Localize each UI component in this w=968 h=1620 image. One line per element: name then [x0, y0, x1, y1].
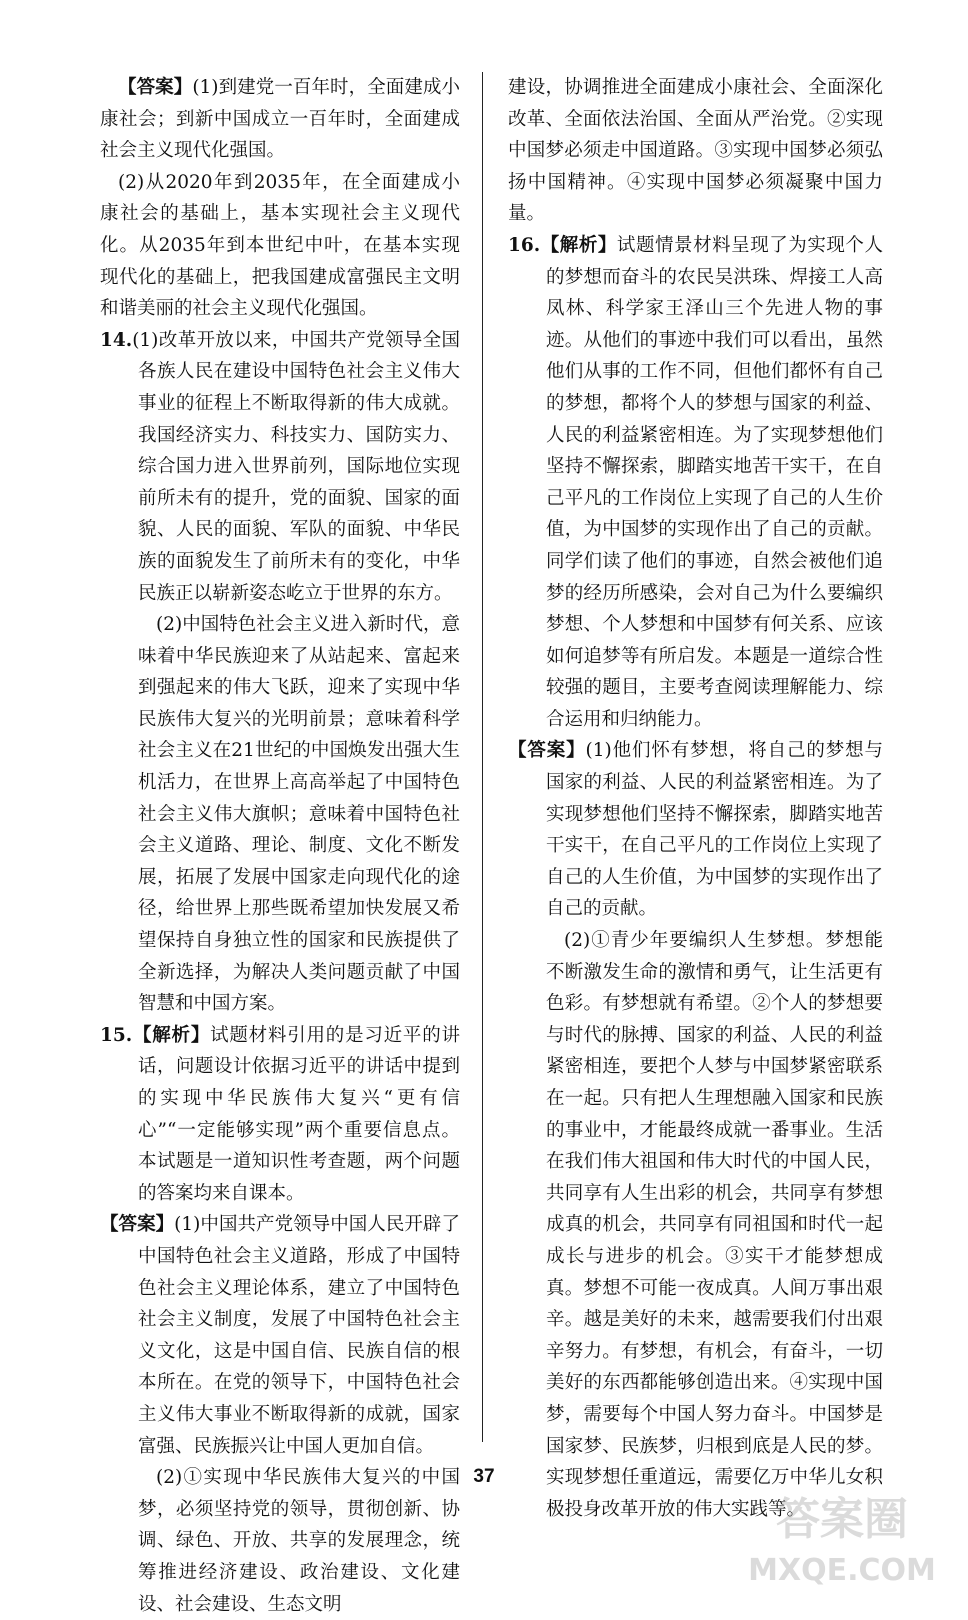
analysis-text: 试题材料引用的是习近平的讲话，问题设计依据习近平的讲话中提到的实现中华民族伟大复兴“更有信心”“一定能够实现”两个重要信息点。本试题是一道知识性考查题，两个问题的答案均来自课本。	[138, 1024, 460, 1204]
answer-tag: 【答案】	[508, 740, 586, 762]
watermark-text: 答案圈	[776, 1494, 908, 1545]
question-14	[100, 325, 460, 1020]
watermark-logo	[732, 1482, 952, 1592]
answer-text: (1)他们怀有梦想，将自己的梦想与国家的利益、人民的利益紧密相连。为了实现梦想他们坚持不懈探索，脚踏实地苦干实干，在自己平凡的工作岗位上实现了自己的人生价值，为中国梦的实现作出了自己的贡献。	[546, 740, 883, 920]
q14-text-1: (1)改革开放以来，中国共产党领导全国各族人民在建设中国特色社会主义伟大事业的征程上不断取得新的伟大成就。我国经济实力、科技实力、国防实力、综合国力进入世界前列，国际地位实现前所未有的提升，党的面貌、国家的面貌、人民的面貌、军队的面貌、中华民族的面貌发生了前所未有的变化，中华民族正以崭新姿态屹立于世界的东方。	[132, 329, 460, 604]
watermark-icon	[732, 1482, 952, 1592]
q16-answer-2: (2)①青少年要编织人生梦想。梦想能不断激发生命的激情和勇气，让生活更有色彩。有梦想就有希望。②个人的梦想要与时代的脉搏、国家的利益、人民的利益紧密相连，要把个人梦与中国梦紧密联系在一起。只有把人生理想融入国家和民族的事业中，才能最终成就一番事业。生活在我们伟大祖国和伟大时代的中国人民，共同享有人生出彩的机会，共同享有梦想成真的机会，共同享有同祖国和时代一起成长与进步的机会。③实干才能梦想成真。梦想不可能一夜成真。人间万事出艰辛。越是美好的未来，越需要我们付出艰辛努力。有梦想，有机会，有奋斗，一切美好的东西都能够创造出来。④实现中国梦，需要每个中国人努力奋斗。中国梦是国家梦、民族梦，归根到底是人民的梦。实现梦想任重道远，需要亿万中华儿女积极投身改革开放的伟大实践等。	[546, 930, 883, 1520]
q15-answer-1	[100, 1209, 460, 1462]
analysis-tag: 【解析】	[540, 234, 617, 256]
analysis-tag: 【解析】	[132, 1024, 211, 1046]
q16-answer-1	[508, 735, 883, 925]
page-number: 37	[473, 1466, 495, 1487]
answer-paragraph	[100, 72, 460, 167]
question-number: 16.	[508, 234, 541, 256]
question-15	[100, 1020, 460, 1620]
answer-paragraph-2: (2)从2020年到2035年，在全面建成小康社会的基础上，基本实现社会主义现代化。从2035年到本世纪中叶，在基本实现现代化的基础上，把我国建成富强民主文明和谐美丽的社会主义现代化强国。	[100, 171, 460, 320]
answer-text: (1)中国共产党领导中国人民开辟了中国特色社会主义道路，形成了中国特色社会主义理论体系，建立了中国特色社会主义制度，发展了中国特色社会主义文化，这是中国自信、民族自信的根本所在。在党的领导下，中国特色社会主义伟大事业不断取得新的成就，国家富强、民族振兴让中国人更加自信。	[138, 1214, 460, 1457]
answer-tag: 【答案】	[118, 77, 193, 98]
right-column	[508, 72, 883, 1525]
watermark-url: MXQE.COM	[748, 1553, 936, 1588]
question-number: 15.	[100, 1024, 133, 1046]
answer-tag: 【答案】	[100, 1214, 175, 1236]
continued-paragraph: 建设，协调推进全面建成小康社会、全面深化改革、全面依法治国、全面从严治党。②实现中国梦必须走中国道路。③实现中国梦必须弘扬中国精神。④实现中国梦必须凝聚中国力量。	[508, 77, 883, 225]
question-number: 14.	[100, 329, 133, 351]
left-column	[100, 72, 460, 1620]
q14-part-1	[100, 325, 460, 609]
q15-answer-2: (2)①实现中华民族伟大复兴的中国梦，必须坚持党的领导，贯彻创新、协调、绿色、开放、共享的发展理念，统筹推进经济建设、政治建设、文化建设、社会建设、生态文明	[138, 1467, 460, 1615]
question-16	[508, 230, 883, 1525]
q16-analysis	[508, 230, 883, 736]
q15-analysis	[100, 1020, 460, 1210]
q14-part-2: (2)中国特色社会主义进入新时代，意味着中华民族迎来了从站起来、富起来到强起来的伟大飞跃，迎来了实现中华民族伟大复兴的光明前景；意味着科学社会主义在21世纪的中国焕发出强大生机活力，在世界上高高举起了中国特色社会主义伟大旗帜；意味着中国特色社会主义道路、理论、制度、文化不断发展，拓展了发展中国家走向现代化的途径，给世界上那些既希望加快发展又希望保持自身独立性的国家和民族提供了全新选择，为解决人类问题贡献了中国智慧和中国方案。	[138, 614, 460, 1015]
answer-text: (1)到建党一百年时，全面建成小康社会；到新中国成立一百年时，全面建成社会主义现代化强国。	[100, 77, 460, 162]
analysis-text: 试题情景材料呈现了为实现个人的梦想而奋斗的农民吴洪珠、焊接工人高凤林、科学家王泽山三个先进人物的事迹。从他们的事迹中我们可以看出，虽然他们从事的工作不同，但他们都怀有自己的梦想，都将个人的梦想与国家的利益、人民的利益紧密相连。为了实现梦想他们坚持不懈探索，脚踏实地苦干实干，在自己平凡的工作岗位上实现了自己的人生价值，为中国梦的实现作出了自己的贡献。同学们读了他们的事迹，自然会被他们追梦的经历所感染，会对自己为什么要编织梦想、个人梦想和中国梦有何关系、应该如何追梦等有所启发。本题是一道综合性较强的题目，主要考查阅读理解能力、综合运用和归纳能力。	[546, 234, 883, 730]
column-divider	[482, 72, 483, 1442]
